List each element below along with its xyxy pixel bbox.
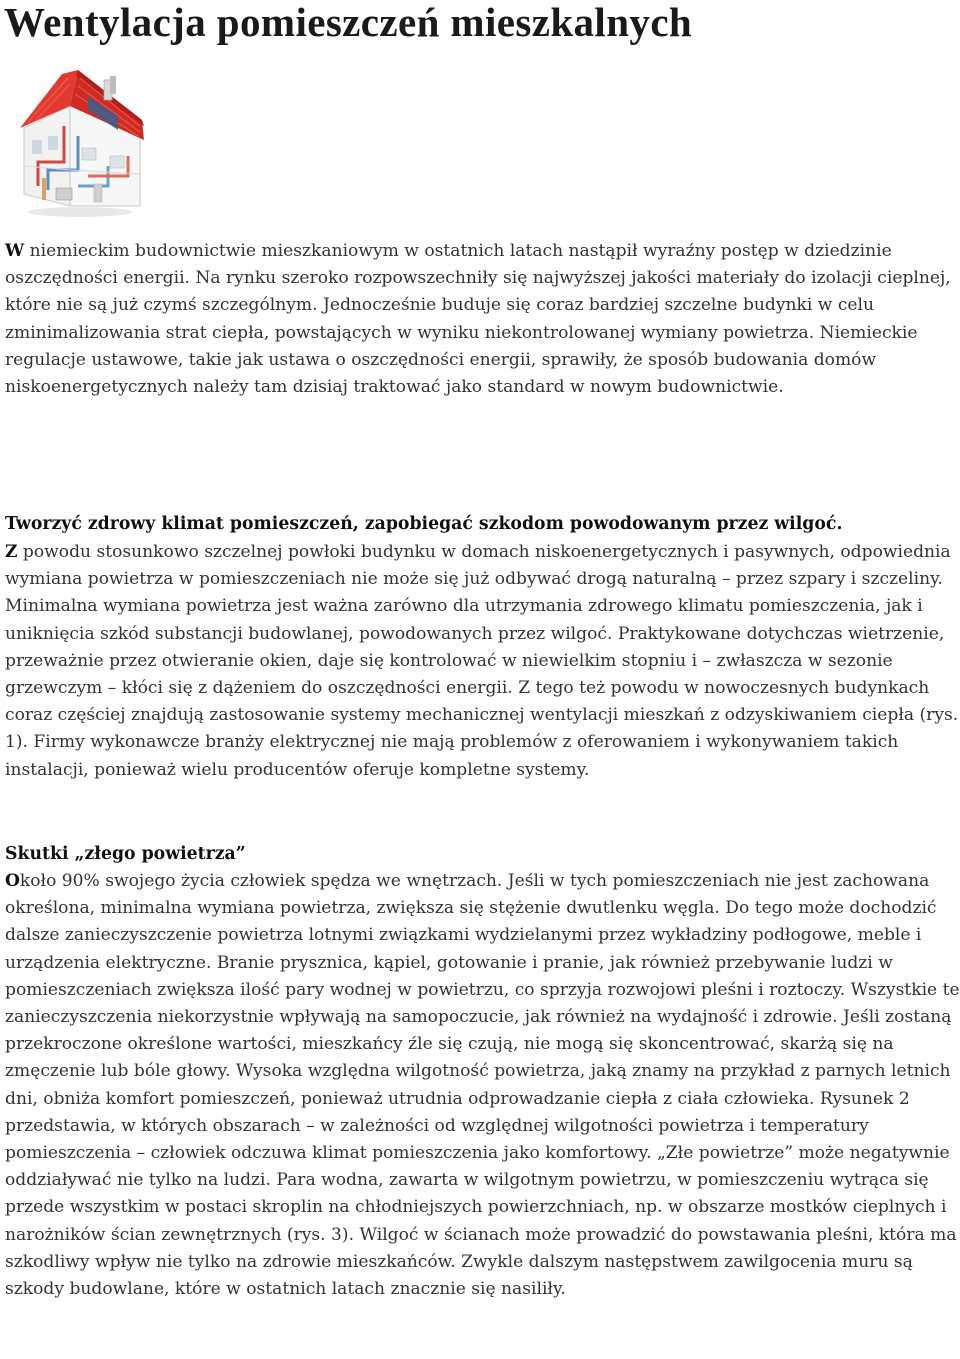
section-heading-climate: Tworzyć zdrowy klimat pomieszczeń, zapobiegać szkodom powodowanym przez wilgoć. — [5, 514, 843, 534]
paragraph-body: koło 90% swojego życia człowiek spędza we wnętrzach. Jeśli w tych pomieszczeniach nie jest zachowana określona, minimalna wymiana powietrza, zwiększa się stężenie dwutlenku węgla. Do tego może dochodzić dalsze zanieczyszczenie powietrza lotnymi związkami wydzielanymi przez wykładziny podłogowe, meble i urządzenia elektryczne. Branie prysznica, kąpiel, gotowanie i pranie, jak również przebywanie ludzi w pomieszczeniach zwiększa ilość pary wodnej w powietrzu, co sprzyja rozwojowi pleśni i roztoczy. Wszystkie te zanieczyszczenia niekorzystnie wpływają na samopoczucie, jak również na wydajność i zdrowie. Jeśli zostaną przekroczone określone wartości, mieszkańcy źle się czują, nie mogą się skoncentrować, skarżą się na zmęczenie lub bóle głowy. Wysoka względna wilgotność powietrza, jaką znamy na przykład z parnych letnich dni, obniża komfort pomieszczeń, ponieważ utrudnia odprowadzanie ciepła z ciała człowieka. Rysunek 2 przedstawia, w których obszarach – w zależności od względnej wilgotności powietrza i temperatury pomieszczenia – człowiek odczuwa klimat pomieszczenia jako komfortowy. „Złe powietrze” może negatywnie oddziaływać nie tylko na ludzi. Para wodna, zawarta w wilgotnym powietrzu, w pomieszczeniu wytrąca się przede wszystkim w postaci skroplin na chłodniejszych powierzchniach, np. w obszarze mostków cieplnych i narożników ścian zewnętrznych (rys. 3). Wilgoć w ścianach może prowadzić do powstawania pleśni, która ma szkodliwy wpływ nie tylko na zdrowie mieszkańców. Zwykle dalszym następstwem zawilgocenia muru są szkody budowlane, które w ostatnich latach znacznie się nasiliły. — [5, 871, 960, 1300]
house-ventilation-illustration — [18, 66, 148, 218]
drop-letter: Z — [5, 542, 18, 562]
page-title: Wentylacja pomieszczeń mieszkalnych — [4, 0, 693, 45]
drop-letter: W — [5, 241, 25, 261]
paragraph-climate — [5, 539, 960, 784]
section-heading-bad-air: Skutki „złego powietrza” — [5, 844, 246, 864]
house-icon — [18, 66, 148, 218]
paragraph-body: niemieckim budownictwie mieszkaniowym w ostatnich latach nastąpił wyraźny postęp w dziedzinie oszczędności energii. Na rynku szeroko rozpowszechniły się najwyższej jakości materiały do izolacji cieplnej, które nie są już czymś szczególnym. Jednocześnie buduje się coraz bardziej szczelne budynki w celu zminimalizowania strat ciepła, powstających w wyniku niekontrolowanej wymiany powietrza. Niemieckie regulacje ustawowe, takie jak ustawa o oszczędności energii, sprawiły, że sposób budowania domów niskoenergetycznych należy tam dzisiaj traktować jako standard w nowym budownictwie. — [5, 241, 951, 398]
paragraph-body: powodu stosunkowo szczelnej powłoki budynku w domach niskoenergetycznych i pasywnych, odpowiednia wymiana powietrza w pomieszczeniach nie może się już odbywać drogą naturalną – przez szpary i szczeliny. Minimalna wymiana powietrza jest ważna zarówno dla utrzymania zdrowego klimatu pomieszczenia, jak i uniknięcia szkód substancji budowlanej, powodowanych przez wilgoć. Praktykowane dotychczas wietrzenie, przeważnie przez otwieranie okien, daje się kontrolować w niewielkim stopniu i – zwłaszcza w sezonie grzewczym – kłóci się z dążeniem do oszczędności energii. Z tego też powodu w nowoczesnych budynkach coraz częściej znajdują zastosowanie systemy mechanicznej wentylacji mieszkań z odzyskiwaniem ciepła (rys. 1). Firmy wykonawcze branży elektrycznej nie mają problemów z oferowaniem i wykonywaniem takich instalacji, ponieważ wielu producentów oferuje kompletne systemy. — [5, 542, 959, 780]
paragraph-bad-air — [5, 868, 960, 1303]
drop-letter: O — [5, 871, 20, 891]
paragraph-intro — [5, 238, 960, 401]
